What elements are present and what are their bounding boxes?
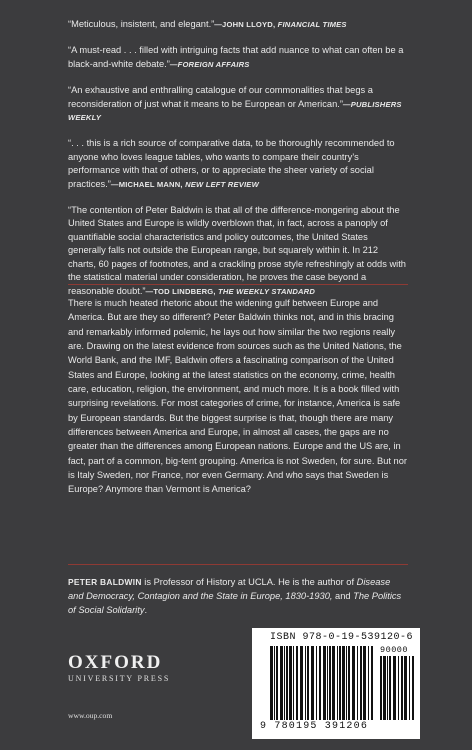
review-quote (68, 18, 408, 31)
quote-attribution: —MICHAEL MANN, NEW LEFT REVIEW (110, 179, 259, 189)
quote-text: “Meticulous, insistent, and elegant.” (68, 19, 215, 29)
quote-text: “The contention of Peter Baldwin is that all of the difference-mongering about the United States and Europe is wildly overblown that, in fact, across a panoply of quantifiable social characteristics and policy outcomes, the United States generally falls not outside the European range, but squarely within it. In 212 charts, 60 pages of footnotes, and a crackling prose style refreshingly at odds with the statistical material under consideration, he proves the case beyond a reasonable doubt.” (68, 205, 406, 296)
publisher-logo-subtitle: UNIVERSITY PRESS (68, 674, 171, 683)
price-addon-label: 90000 (380, 645, 409, 655)
barcode-panel (252, 628, 420, 739)
isbn-label: ISBN 978-0-19-539120-6 (270, 632, 414, 643)
review-quotes (68, 18, 408, 311)
review-quote (68, 44, 408, 71)
publisher-url: www.oup.com (68, 711, 113, 720)
quote-attribution: —PUBLISHERS WEEKLY (68, 99, 402, 123)
addon-barcode-icon (380, 656, 416, 720)
quote-text: “A must-read . . . filled with intriguing facts that add nuance to what can often be a black-and-white debate.” (68, 45, 404, 69)
ean-label: 9 780195 391206 (260, 721, 369, 732)
divider-rule (68, 564, 408, 565)
quote-text: “. . . this is a rich source of comparative data, to be thoroughly recommended to anyone who loves league tables, who wants to compare their country’s performance with that of others, or to appreciate the sheer variety of social practices.” (68, 138, 395, 189)
quote-attribution: —FOREIGN AFFAIRS (169, 59, 250, 69)
book-title: The Politics of Social Solidarity (68, 591, 402, 615)
divider-rule (68, 284, 408, 285)
quote-attribution: —JOHN LLOYD, FINANCIAL TIMES (214, 20, 347, 29)
review-quote (68, 137, 408, 191)
publisher-logo (68, 654, 170, 683)
author-bio: PETER BALDWIN is Professor of History at UCLA. He is the author of Disease and Democracy, Contagion and the State in Europe, 1830-1930, and The Politics of Social Solidarity. (68, 577, 402, 615)
author-name: PETER BALDWIN (68, 577, 142, 587)
publisher-logo-name: OXFORD (68, 652, 163, 673)
barcode-icon (270, 646, 374, 720)
book-title: Disease and Democracy, Contagion and the State in Europe, 1830-1930, (68, 577, 391, 601)
book-description: There is much heated rhetoric about the widening gulf between Europe and America. But are they so different? Peter Baldwin thinks not, and in this bracing and remarkably informed polemic, he lays out how similar the two regions really are. Drawing on the latest evidence from sources such as the United Nations, the World Bank, and the IMF, Baldwin offers a fascinating comparison of the United States and Europe, looking at the latest statistics on the economy, crime, health care, education, religion, the environment, and much more. It is a book filled with surprising revelations. For most categories of crime, for instance, America is safe by European standards. But the biggest surprise is that, though there are many differences between America and Europe, in almost all cases, the gaps are no greater than the differences among European nations. Europe and the US are, in fact, part of a common, big-tent grouping. America is not Sweden, for sure. But nor is Italy Sweden, nor France, nor even Germany. And who says that Sweden is Europe? Anymore than Vermont is America? (68, 298, 407, 495)
review-quote (68, 84, 408, 124)
quote-text: “An exhaustive and enthralling catalogue of our commonalities that begs a reconsideration of just what it means to be European or American.” (68, 85, 373, 109)
quote-attribution: —TOD LINDBERG, THE WEEKLY STANDARD (145, 286, 316, 296)
